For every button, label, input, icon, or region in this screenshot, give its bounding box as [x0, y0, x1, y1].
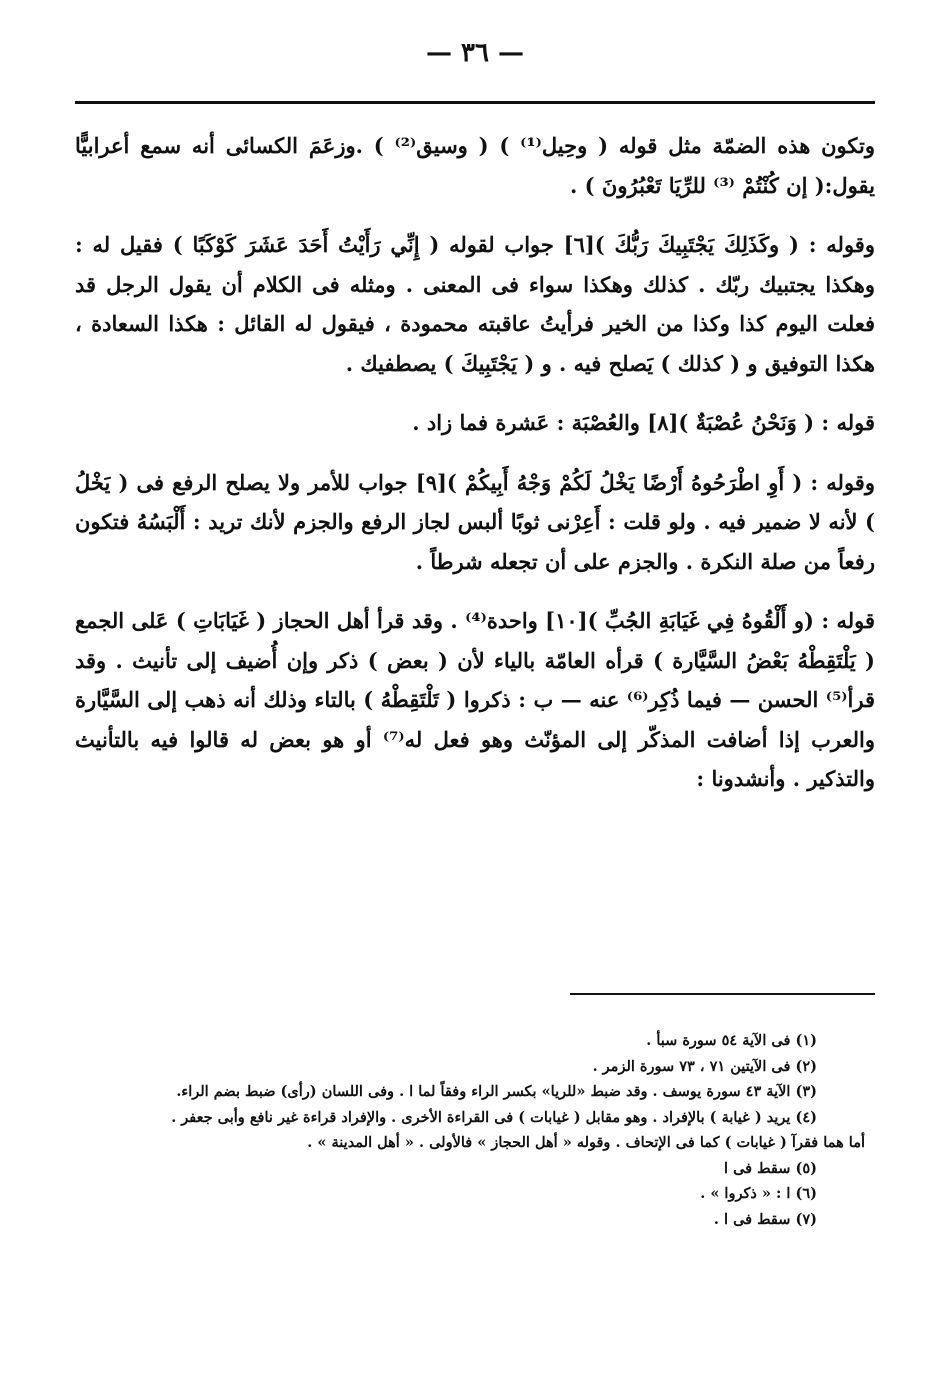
footnote: (٦) ا : « ذكروا » .	[700, 1185, 817, 1202]
paragraph: قوله : (و أَلْقُوهُ فِي غَيَابَةِ الجُبِّ )[١٠] واحدة⁽⁴⁾ . وقد قرأ أهل الحجاز ( غَيَابَاتِ ) عَلى الجمع ( يَلْتَقِطْهُ بَعْضُ السَّيَّارة ) قرأه العامّة بالياء لأن ( بعض ) ذكر وإن أُضيف إلى تأنيث . وقد قرأ⁽⁵⁾ الحسن — فيما ذُكِر⁽⁶⁾ عنه — ب : ذكروا ( تَلْتَقِطْهُ ) بالتاء وذلك أنه ذهب إلى السَّيَّارة والعرب إذا أضافت المذكّر إلى المؤنّث وهو فعل له⁽⁷⁾ أو هو بعض له قالوا فيه بالتأنيث والتذكير . وأنشدونا :	[75, 608, 876, 791]
header-rule	[75, 101, 875, 104]
paragraph: وقوله : ( وكَذَلِكَ يَجْتَبِيكَ رَبُّكَ )[٦] جواب لقوله ( إِنِّي رَأَيْتُ أَحَدَ عَشَرَ كَوْكَبًا ) فقيل له : وهكذا يجتبيك ربّك . كذلك وهكذا سواء فى المعنى . ومثله فى الكلام أن يقول الرجل قد فعلت اليوم كذا وكذا من الخير فرأيتُ عاقبته محمودة ، فيقول له القائل : هكذا السعادة ، هكذا التوفيق و ( كذلك ) يَصلح فيه . و ( يَجْتَبِيكَ ) يصطفيك .	[75, 232, 875, 376]
paragraph: قوله : ( وَنَحْنُ عُصْبَةٌ )[٨] والعُصْبَة : عَشرة فما زاد .	[412, 410, 875, 435]
paragraph: وتكون هذه الضمّة مثل قوله ( وحِيل⁽¹⁾ ) ( وسيق⁽²⁾ ) .وزعَمَ الكسائى أنه سمع أعرابيًّا يقول:( إن كُنْتُمْ ⁽³⁾ للرِّيَا تَعْبُرُونَ ) .	[75, 133, 875, 198]
footnote: (١) فى الآية ٥٤ سورة سبأ .	[646, 1032, 817, 1049]
footnote: (٤) يريد ( غيابة ) بالإفراد . وهو مقابل ( غيابات ) فى القراءة الأخرى . والإفراد قراءة غير نافع وأبى جعفر .	[171, 1108, 817, 1126]
footnote: (٢) فى الآيتين ٧١ ، ٧٣ سورة الزمر .	[592, 1057, 817, 1075]
paragraph: وقوله : ( أَوِ اطْرَحُوهُ أَرْضًا يَخْلُ لَكُمْ وَجْهُ أَبِيكُمْ )[٩] جواب للأمر ولا يصلح الرفع فى ( يَخْلُ ) لأنه لا ضمير فيه . ولو قلت : أَعِرْنى ثوبًا ألبس لجاز الرفع والجزم لأنك تريد : أَلْبَسُهُ فتكون رفعاً من صلة النكرة . والجزم على أن تجعله شرطاً .	[75, 469, 875, 574]
main-text	[75, 126, 875, 799]
footnote: (٥) سقط فى ا	[724, 1159, 817, 1177]
page-number: — ٣٦ —	[425, 38, 525, 68]
footnote-continuation: أما هما فقرآ ( غيابات ) كما فى الإتحاف . وقوله « أهل الحجاز » فالأولى . « أهل المدينة » .	[307, 1134, 865, 1151]
footnotes	[75, 1028, 865, 1232]
footnote: (٣) الآية ٤٣ سورة يوسف . وقد ضبط «للريا» بكسر الراء وفقاً لما ا . وفى اللسان (رأى) ضبط بضم الراء.	[176, 1083, 817, 1100]
footnote: (٧) سقط فى ا .	[713, 1210, 817, 1228]
footnote-rule	[570, 993, 875, 995]
